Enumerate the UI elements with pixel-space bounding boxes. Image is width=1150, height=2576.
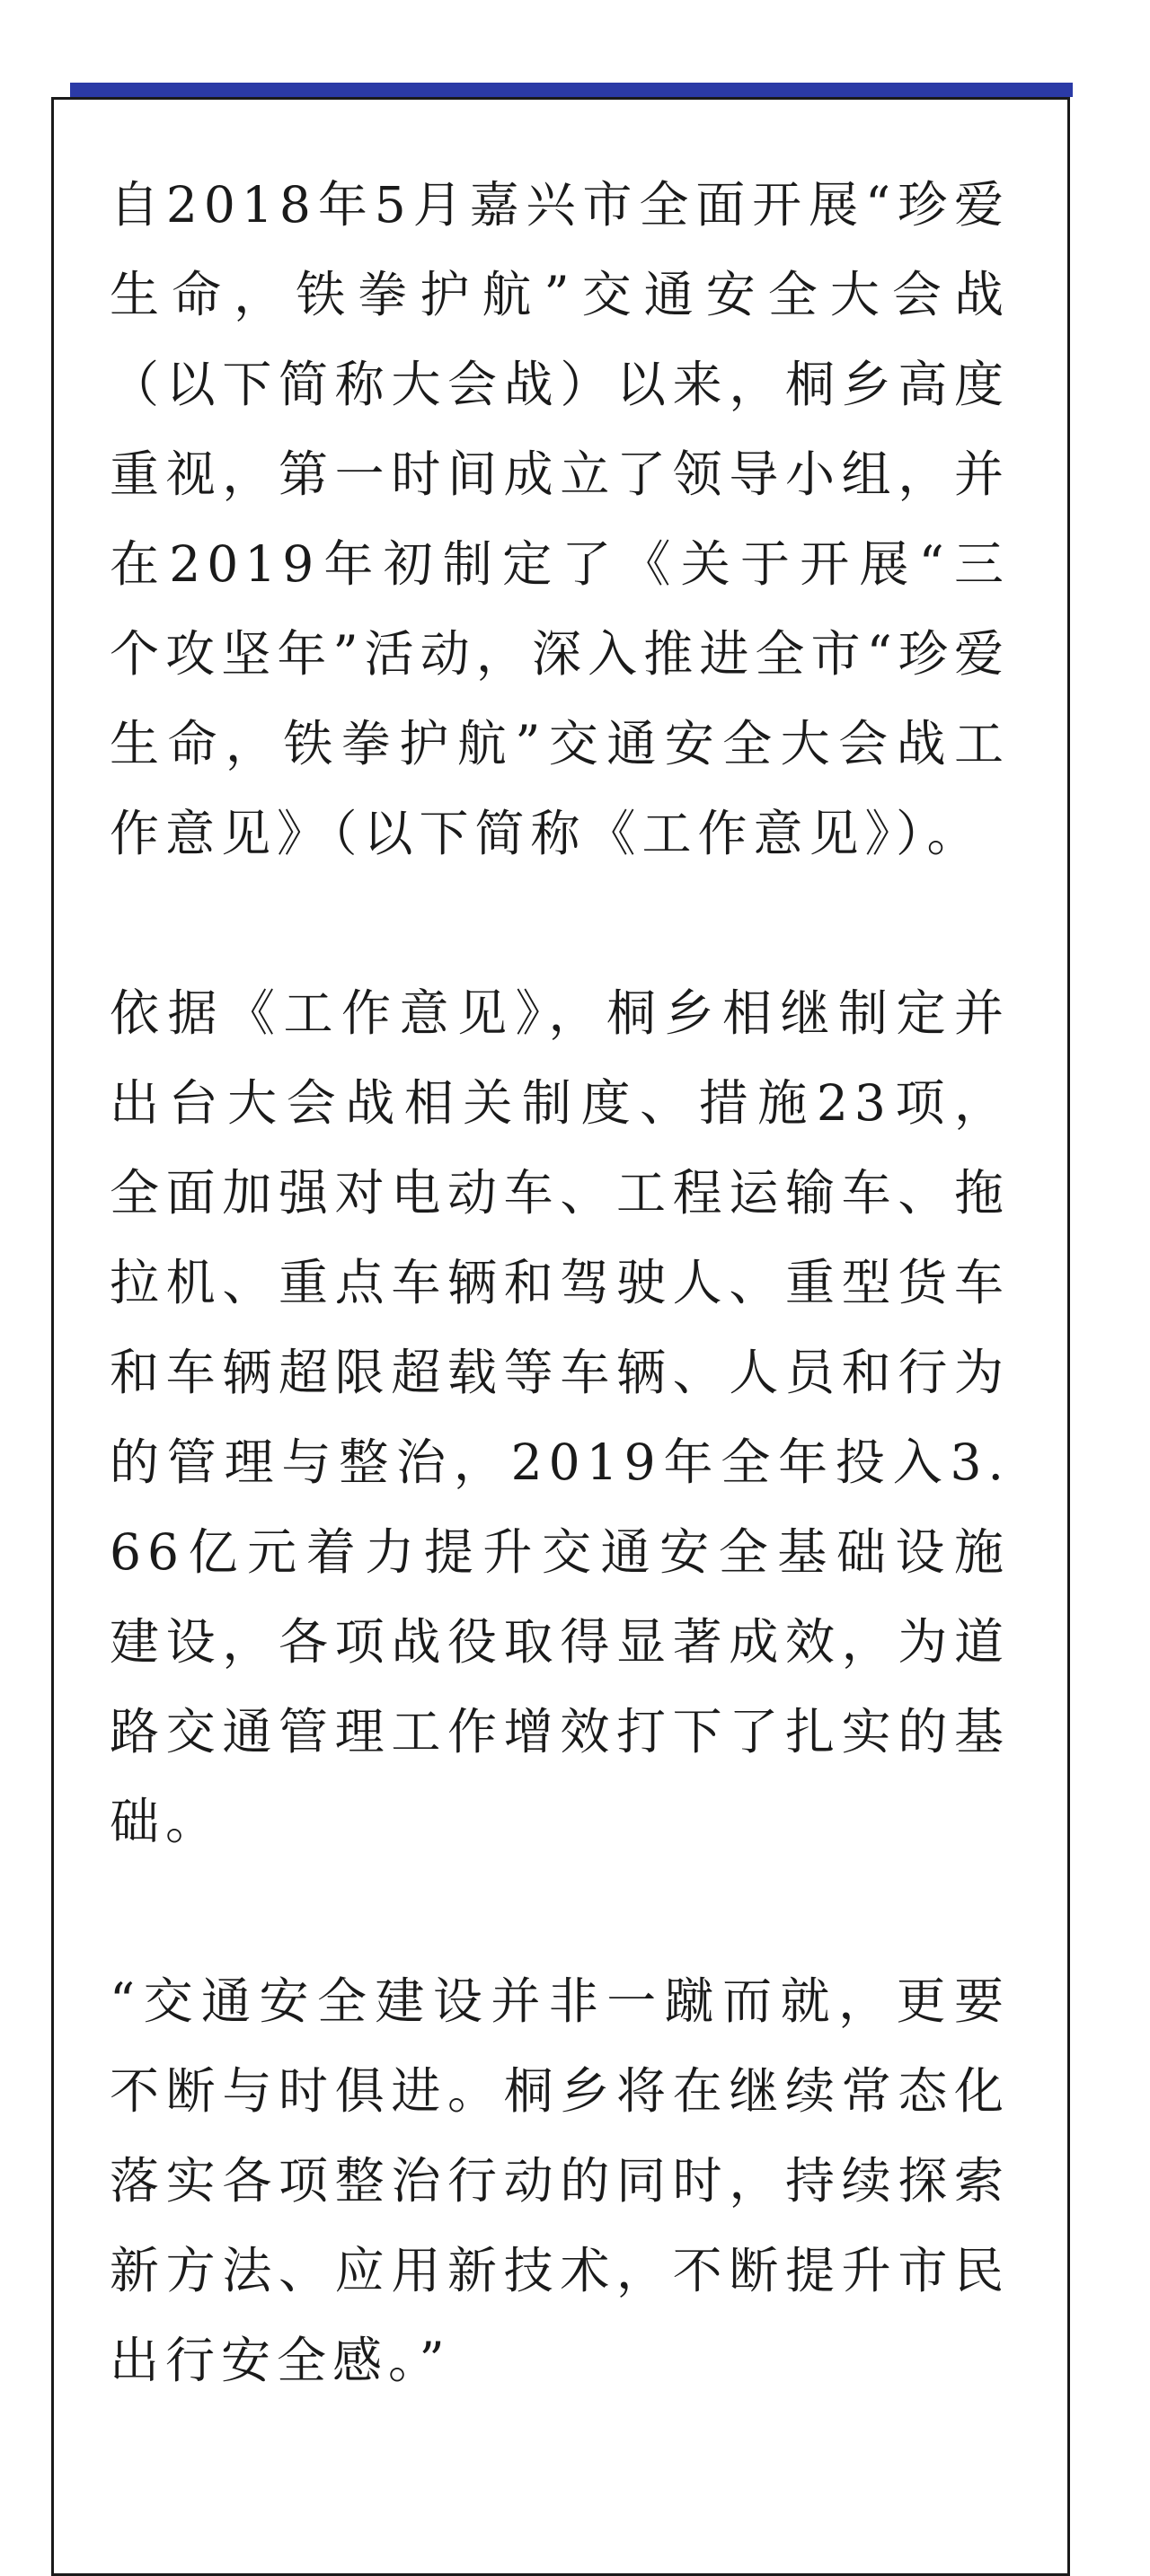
article-body bbox=[110, 160, 1010, 2495]
paragraph-1: 自2018年5月嘉兴市全面开展“珍爱生命，铁拳护航”交通安全大会战（以下简称大会战）以来，桐乡高度重视，第一时间成立了领导小组，并在2019年初制定了《关于开展“三个攻坚年”活动，深入推进全市“珍爱生命，铁拳护航”交通安全大会战工作意见》（以下简称《工作意见》）。 bbox=[110, 176, 1010, 862]
header-accent-bar bbox=[70, 83, 1073, 97]
paragraph-2: 依据《工作意见》，桐乡相继制定并出台大会战相关制度、措施23项，全面加强对电动车、工程运输车、拖拉机、重点车辆和驾驶人、重型货车和车辆超限超载等车辆、人员和行为的管理与整治，2019年全年投入3.66亿元着力提升交通安全基础设施建设，各项战役取得显著成效，为道路交通管理工作增效打下了扎实的基础。 bbox=[110, 984, 1010, 1850]
paragraph-3: “交通安全建设并非一蹴而就，更要不断与时俱进。桐乡将在继续常态化落实各项整治行动的同时，持续探索新方法、应用新技术，不断提升市民出行安全感。” bbox=[110, 1972, 1010, 2389]
